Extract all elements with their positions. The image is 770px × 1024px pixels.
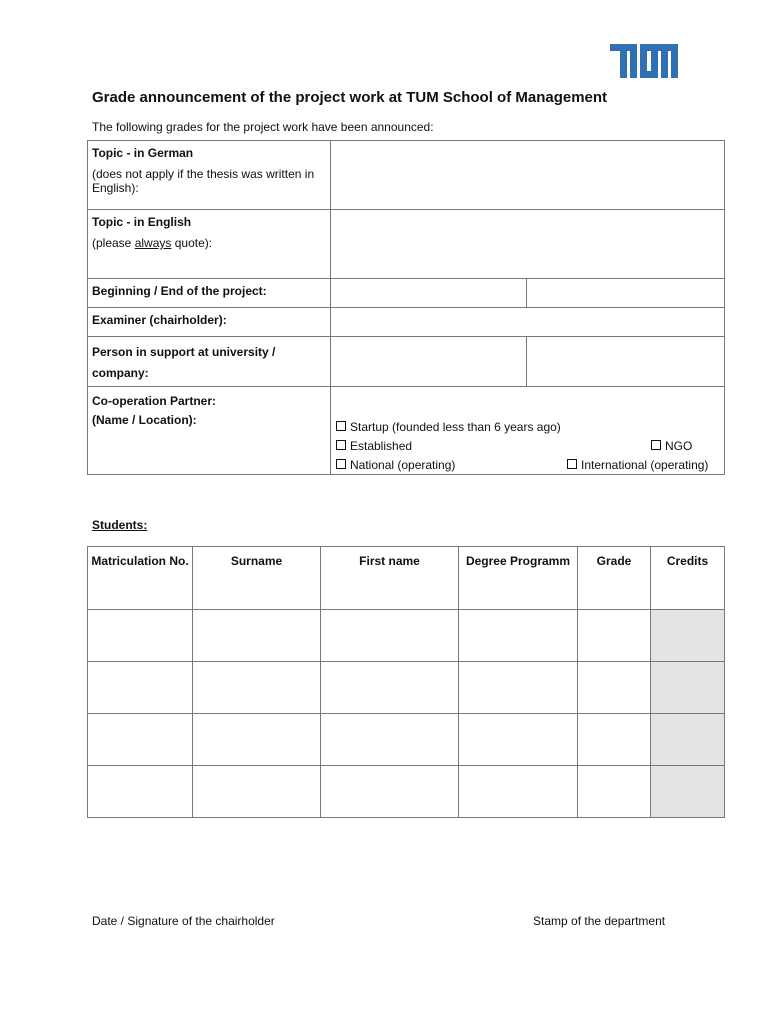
column-header: Credits — [651, 547, 725, 610]
project-info-table — [87, 140, 725, 475]
topic-german-note: (does not apply if the thesis was written in English): — [92, 167, 315, 195]
examiner-label: Examiner (chairholder): — [88, 308, 331, 337]
degree-cell[interactable] — [459, 766, 578, 818]
checkbox-icon — [336, 421, 346, 431]
partner-field[interactable] — [331, 387, 725, 475]
tum-logo — [610, 44, 678, 78]
first-name-cell[interactable] — [321, 766, 459, 818]
degree-cell[interactable] — [459, 610, 578, 662]
degree-cell[interactable] — [459, 714, 578, 766]
support-university-field[interactable] — [331, 337, 527, 387]
beginning-end-label: Beginning / End of the project: — [88, 279, 331, 308]
column-header: Degree Programm — [459, 547, 578, 610]
partner-label-cell — [88, 387, 331, 475]
option-ngo[interactable]: NGO — [651, 437, 692, 456]
surname-cell[interactable] — [193, 662, 321, 714]
stamp-label: Stamp of the department — [533, 914, 666, 928]
examiner-field[interactable] — [331, 308, 725, 337]
partner-sublabel: (Name / Location): — [92, 413, 197, 427]
option-national[interactable]: National (operating) — [336, 456, 455, 475]
intro-text: The following grades for the project work have been announced: — [92, 120, 434, 134]
grade-cell[interactable] — [578, 610, 651, 662]
students-table — [87, 546, 725, 818]
credits-cell — [651, 662, 725, 714]
credits-cell — [651, 610, 725, 662]
checkbox-icon — [567, 459, 577, 469]
surname-cell[interactable] — [193, 766, 321, 818]
topic-english-note: (please always quote): — [92, 236, 213, 250]
checkbox-icon — [651, 440, 661, 450]
matriculation-cell[interactable] — [88, 766, 193, 818]
student-row — [88, 610, 725, 662]
emphasis-always: always — [134, 236, 172, 250]
end-date-field[interactable] — [527, 279, 725, 308]
support-company-field[interactable] — [527, 337, 725, 387]
column-header: First name — [321, 547, 459, 610]
page-title: Grade announcement of the project work at TUM School of Management — [92, 89, 608, 106]
grade-cell[interactable] — [578, 662, 651, 714]
first-name-cell[interactable] — [321, 714, 459, 766]
degree-cell[interactable] — [459, 662, 578, 714]
student-row — [88, 766, 725, 818]
surname-cell[interactable] — [193, 714, 321, 766]
topic-english-label: Topic - in English — [92, 215, 192, 229]
credits-cell — [651, 766, 725, 818]
matriculation-cell[interactable] — [88, 610, 193, 662]
topic-english-field[interactable] — [331, 210, 725, 279]
credits-cell — [651, 714, 725, 766]
topic-german-field[interactable] — [331, 141, 725, 210]
first-name-cell[interactable] — [321, 610, 459, 662]
option-established[interactable]: Established — [336, 437, 412, 456]
student-row — [88, 714, 725, 766]
topic-german-label-cell — [88, 141, 331, 210]
partner-label: Co-operation Partner: — [92, 394, 217, 408]
option-startup[interactable]: Startup (founded less than 6 years ago) — [336, 418, 561, 437]
students-heading: Students: — [92, 518, 148, 532]
grade-cell[interactable] — [578, 766, 651, 818]
column-header: Grade — [578, 547, 651, 610]
student-row — [88, 662, 725, 714]
grade-cell[interactable] — [578, 714, 651, 766]
topic-english-label-cell — [88, 210, 331, 279]
signature-label: Date / Signature of the chairholder — [92, 914, 275, 928]
topic-german-label: Topic - in German — [92, 146, 194, 160]
first-name-cell[interactable] — [321, 662, 459, 714]
students-header-row — [88, 547, 725, 610]
matriculation-cell[interactable] — [88, 662, 193, 714]
option-international[interactable]: International (operating) — [567, 456, 708, 475]
checkbox-icon — [336, 440, 346, 450]
matriculation-cell[interactable] — [88, 714, 193, 766]
surname-cell[interactable] — [193, 610, 321, 662]
checkbox-icon — [336, 459, 346, 469]
column-header: Matriculation No. — [88, 547, 193, 610]
beginning-date-field[interactable] — [331, 279, 527, 308]
column-header: Surname — [193, 547, 321, 610]
support-person-label: Person in support at university / company: — [88, 337, 331, 387]
